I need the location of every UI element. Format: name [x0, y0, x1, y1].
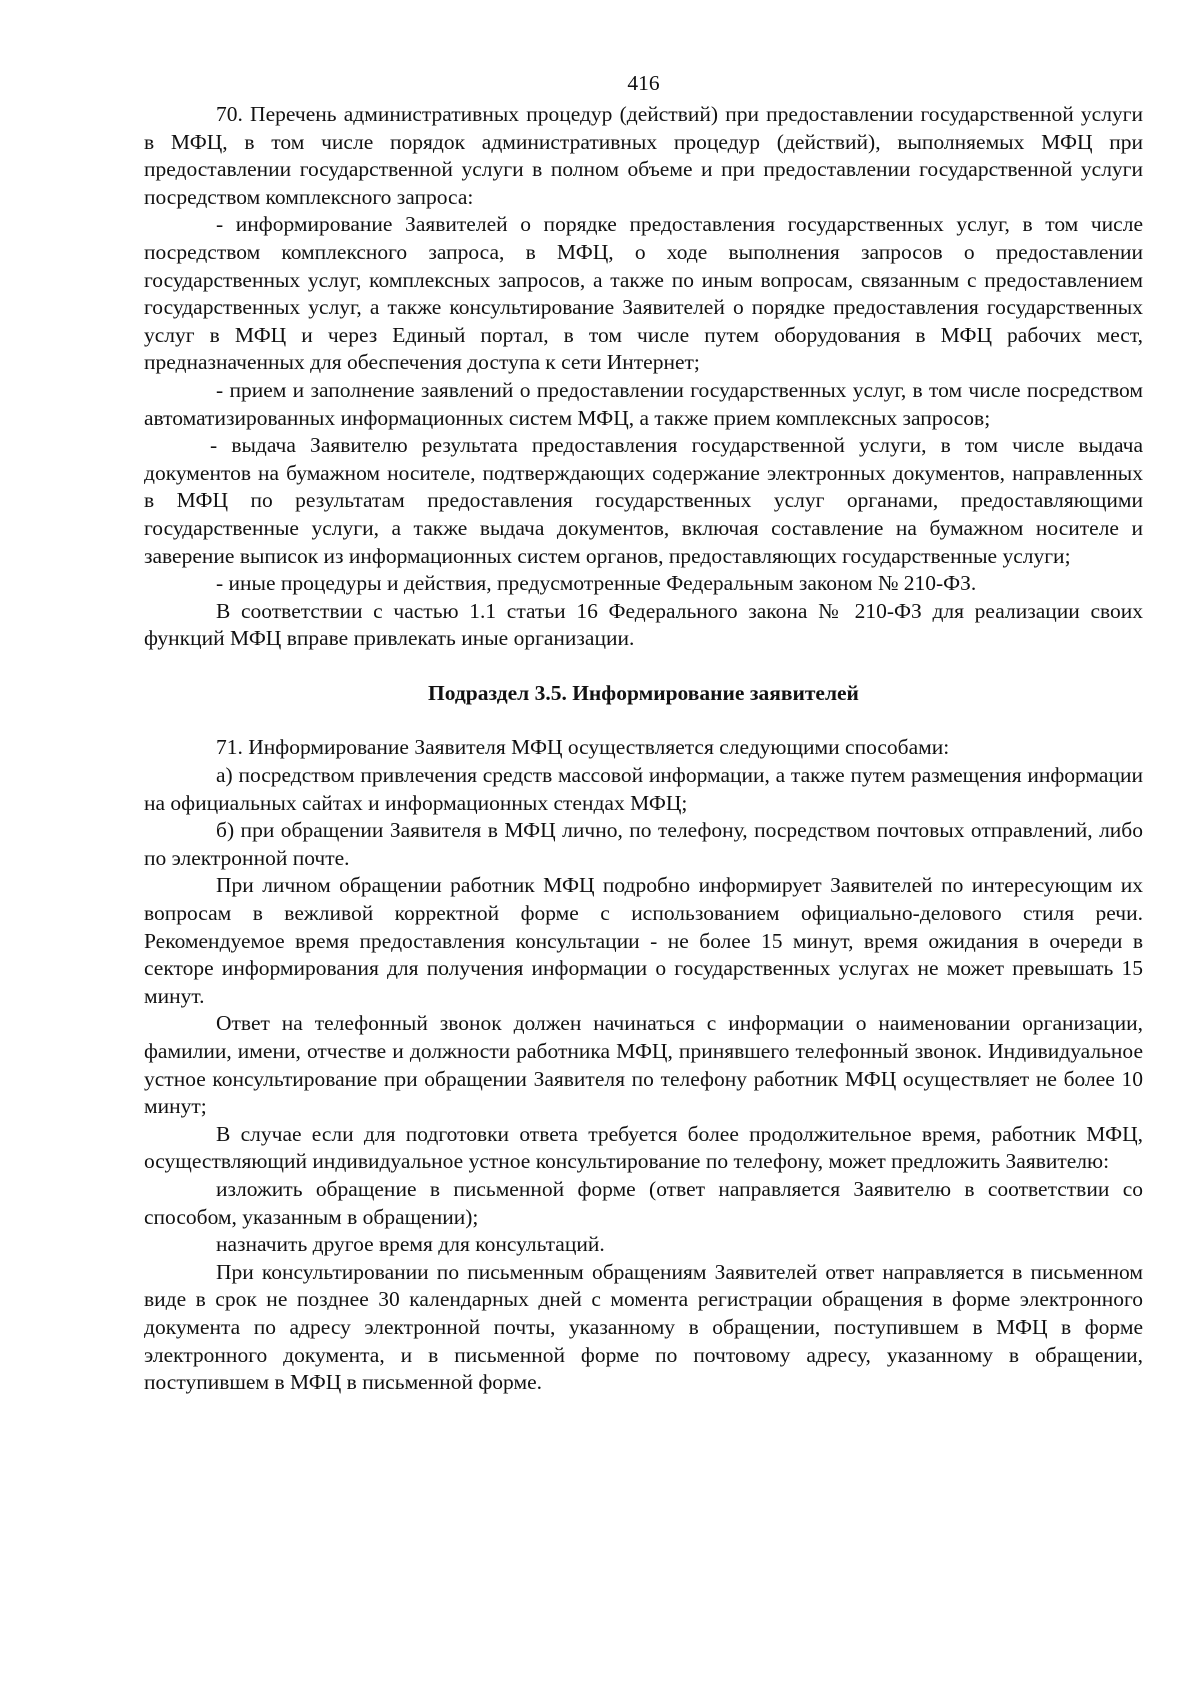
list-item-informing: - информирование Заявителей о порядке предоставления государственных услуг, в том числе посредством комплексного запроса, в МФЦ, о ходе выполнения запросов о предоставлении государственных услуг, комплексных запросов, а также по иным вопросам, связанным с предоставлением государственных услуг, а также консультирование Заявителей о порядке предоставления государственных услуг в МФЦ и через Единый портал, в том числе путем оборудования в МФЦ рабочих мест, предназначенных для обеспечения доступа к сети Интернет; [144, 212, 1143, 375]
document-page [144, 68, 1143, 1397]
list-item-application-intake: - прием и заполнение заявлений о предоставлении государственных услуг, в том числе посредством автоматизированных информационных систем МФЦ, а также прием комплексных запросов; [144, 377, 1143, 430]
paragraph-reschedule-option: назначить другое время для консультаций. [216, 1232, 605, 1257]
list-item-other-procedures: - иные процедуры и действия, предусмотренные Федеральным законом № 210-ФЗ. [216, 571, 977, 596]
paragraph-longer-answer: В случае если для подготовки ответа требуется более продолжительное время, работник МФЦ, осуществляющий индивидуальное устное консультирование по телефону, может предложить Заявителю: [144, 1121, 1143, 1174]
paragraph-71-intro: 71. Информирование Заявителя МФЦ осуществляется следующими способами: [216, 735, 950, 760]
paragraph-phone-call: Ответ на телефонный звонок должен начинаться с информации о наименовании организации, фамилии, имени, отчестве и должности работника МФЦ, принявшего телефонный звонок. Индивидуальное устное консультирование при обращении Заявителя по телефону работник МФЦ осуществляет не более 10 минут; [144, 1011, 1143, 1119]
paragraph-70-intro: 70. Перечень административных процедур (действий) при предоставлении государственной услуги в МФЦ, в том числе порядок административных процедур (действий), выполняемых МФЦ при предоставлении государственной услуги в полном объеме и при предоставлении государственной услуги посредством комплексного запроса: [144, 102, 1143, 209]
subsection-heading: Подраздел 3.5. Информирование заявителей [428, 680, 859, 705]
list-item-result-issuance: - выдача Заявителю результата предоставления государственной услуги, в том числе выдача документов на бумажном носителе, подтверждающих содержание электронных документов, направленных в МФЦ по результатам предоставления государственных услуг органами, предоставляющими государственные услуги, а также выдача документов, включая составление на бумажном носителе и заверение выписок из информационных систем органов, предоставляющих государственные услуги; [144, 433, 1143, 568]
paragraph-other-organizations: В соответствии с частью 1.1 статьи 16 Федерального закона № 210-ФЗ для реализации своих функций МФЦ вправе привлекать иные организации. [144, 598, 1143, 651]
paragraph-written-form-option: изложить обращение в письменной форме (ответ направляется Заявителю в соответствии со способом, указанным в обращении); [144, 1176, 1143, 1229]
paragraph-personal-visit: При личном обращении работник МФЦ подробно информирует Заявителей по интересующим их вопросам в вежливой корректной форме с использованием официально-делового стиля речи. Рекомендуемое время предоставления консультации - не более 15 минут, время ожидания в очереди в секторе информирования для получения информации о государственных услугах не может превышать 15 минут. [144, 873, 1143, 1008]
paragraph-method-a: а) посредством привлечения средств массовой информации, а также путем размещения информации на официальных сайтах и информационных стендах МФЦ; [144, 763, 1143, 815]
paragraph-method-b: б) при обращении Заявителя в МФЦ лично, по телефону, посредством почтовых отправлений, либо по электронной почте. [144, 818, 1143, 870]
page-number: 416 [627, 71, 660, 95]
paragraph-written-consultation: При консультировании по письменным обращениям Заявителей ответ направляется в письменном виде в срок не позднее 30 календарных дней с момента регистрации обращения в форме электронного документа по адресу электронной почты, указанному в обращении, поступившем в МФЦ в форме электронного документа, и в письменной форме по почтовому адресу, указанному в обращении, поступившем в МФЦ в письменной форме. [144, 1259, 1143, 1395]
